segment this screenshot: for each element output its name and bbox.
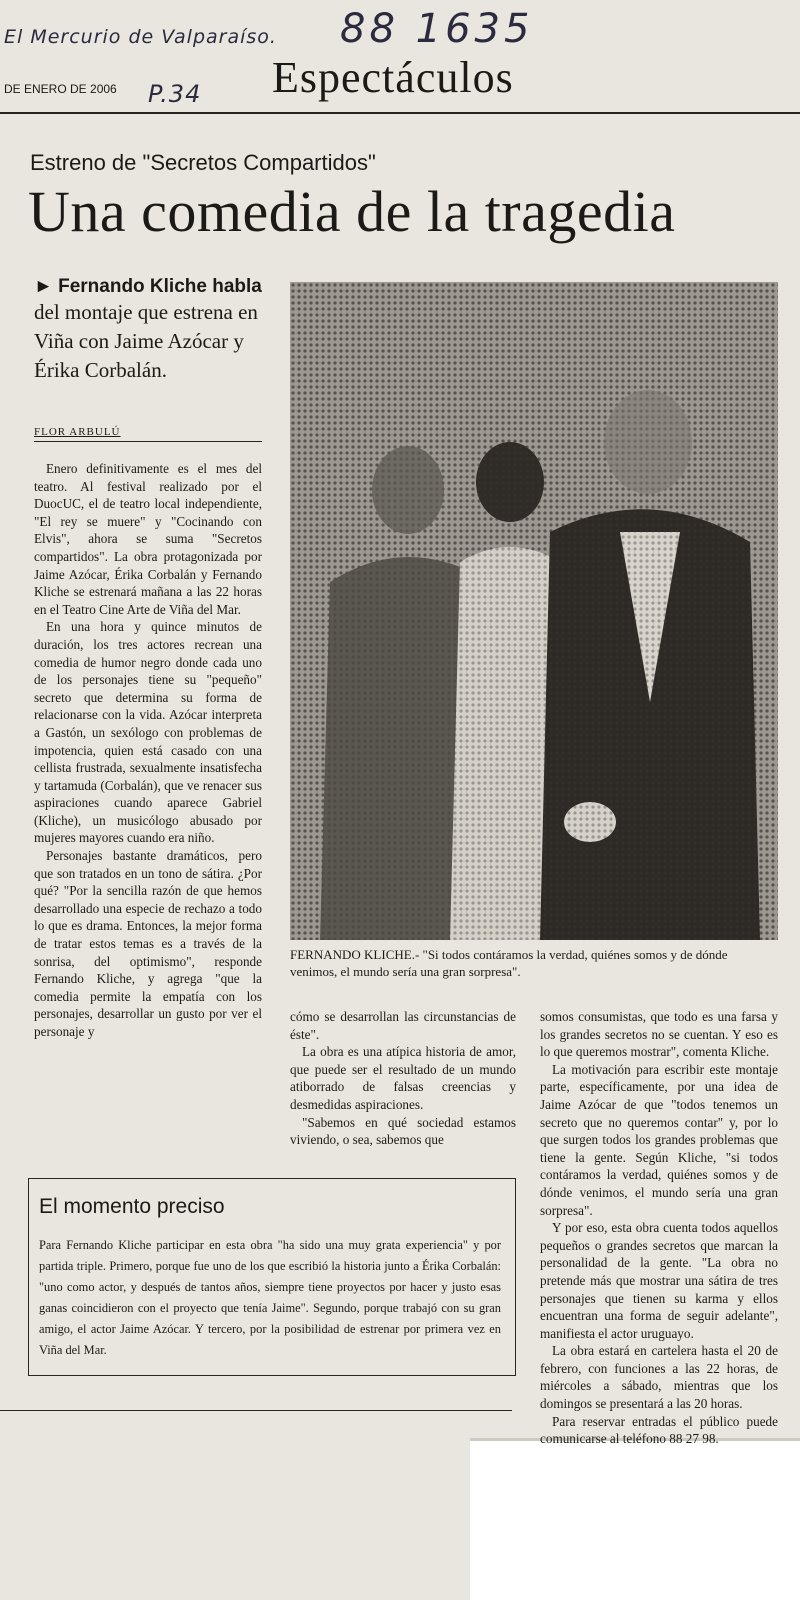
cast-photo: [290, 282, 778, 940]
article-kicker: Estreno de "Secretos Compartidos": [30, 150, 376, 175]
paragraph: La obra es una atípica historia de amor, que puede ser el resultado de un mundo atiborrado de falsas creencias y desmedidas aspiraciones.: [290, 1044, 516, 1112]
article-column-3: [540, 1008, 778, 1448]
issue-date: DE ENERO DE 2006: [4, 82, 117, 96]
paragraph: La obra estará en cartelera hasta el 20 de febrero, con funciones a las 22 horas, de miércoles a sábado, mientras que los domingos se presentará a las 20 horas.: [540, 1343, 778, 1412]
article-lead: [34, 276, 274, 385]
byline-rule: [34, 441, 262, 442]
lead-text: del montaje que estrena en Viña con Jaime Azócar y Érika Corbalán.: [34, 300, 258, 382]
box-text: Para Fernando Kliche participar en esta obra "ha sido una muy grata experiencia" y por partida triple. Primero, porque fue uno de los que escribió la historia junto a Érika Corbalán: "uno como actor, y después de tantos años, siempre tiene proyectos por hacer y justo esas ganas coincidieron con el proyecto que tenía Jaime". Segundo, porque trabajó con su gran amigo, el actor Jaime Azócar. Y tercero, por la posibilidad de estrenar por primera vez en Viña del Mar.: [39, 1238, 501, 1357]
bottom-rule: [0, 1410, 512, 1411]
paragraph: En una hora y quince minutos de duración, los tres actores recrean una comedia de humor negro donde cada uno de los personajes tiene su "pequeño" secreto que determina su forma de relacionarse con la vida. Azócar interpreta a Gastón, un sexólogo con problemas de impotencia, quien está casado con una cellista frustrada, sexualmente insatisfecha y tartamuda (Corbalán), que ve renacer sus aspiraciones cuando aparece Gabriel (Kliche), un musicólogo abusado por mujeres mayores cuando era niño.: [34, 619, 262, 846]
paragraph: cómo se desarrollan las circunstancias de éste".: [290, 1009, 516, 1042]
lead-bold-label: Fernando Kliche habla: [58, 276, 262, 297]
article-column-1: [34, 460, 262, 1041]
box-title: El momento preciso: [39, 1195, 225, 1218]
arrow-bullet-icon: ►: [34, 276, 53, 297]
section-title: Espectáculos: [272, 53, 514, 102]
byline: FLOR ARBULÚ: [34, 426, 121, 438]
photo-caption: FERNANDO KLICHE.- "Si todos contáramos la verdad, quiénes somos y de dónde venimos, el mundo sería una gran sorpresa".: [290, 947, 728, 979]
article-headline: Una comedia de la tragedia: [28, 179, 676, 244]
handwritten-source-note: El Mercurio de Valparaíso.: [4, 26, 277, 48]
handwritten-archive-number: 88 1635: [340, 6, 534, 52]
paragraph: "Sabemos en qué sociedad estamos viviendo, o sea, sabemos que: [290, 1114, 516, 1148]
lead-bold-text: [34, 276, 274, 298]
paragraph: Personajes bastante dramáticos, pero que son tratados en un tono de sátira. ¿Por qué? "Por la sencilla razón de que hemos desarrollado una especie de rechazo a todo lo que es drama. Entonces, la mejor forma de tratar estos temas es a través de la sonrisa, del optimismo", responde Fernando Kliche, y agrega "que la comedia permite la empatía con los personajes, desarrollar un gusto por ver el personaje y: [34, 848, 262, 1039]
paragraph: somos consumistas, que todo es una farsa y los grandes secretos no se cuentan. Y eso es lo que queremos mostrar", comenta Kliche.: [540, 1009, 778, 1060]
article-column-2: [290, 1008, 516, 1149]
handwritten-page-number: P.34: [148, 80, 202, 108]
sidebar-box: [28, 1178, 516, 1376]
paragraph: Y por eso, esta obra cuenta todos aquellos pequeños o grandes secretos que marcan la personalidad de la gente. "La obra no pretende más que mostrar una sátira de tres personajes que tienen su karma y ellos encuentran una forma de seguir adelante", manifiesta el actor uruguayo.: [540, 1220, 778, 1341]
paragraph: La motivación para escribir este montaje parte, específicamente, por una idea de Jaime Azócar de que "todos tenemos un secreto que no queremos contar" y, por lo que surgen todos los grandes problemas que tiene la gente. Según Kliche, "si todos contáramos la verdad, quiénes somos y de dónde venimos, el mundo sería una gran sorpresa".: [540, 1061, 778, 1218]
halftone-photo: [290, 282, 778, 940]
header-rule: [0, 112, 800, 114]
paragraph: Enero definitivamente es el mes del teatro. Al festival realizado por el DuocUC, el de teatro local independiente, "El rey se muere" y "Cocinando con Elvis", ahora se suma "Secretos compartidos". La obra protagonizada por Jaime Azócar, Érika Corbalán y Fernando Kliche se estrenará mañana a las 22 horas en el Teatro Cine Arte de Viña del Mar.: [34, 461, 262, 617]
paragraph: Para reservar entradas el público puede comunicarse al teléfono 88 27 98.: [540, 1413, 778, 1447]
torn-corner: [470, 1438, 800, 1600]
